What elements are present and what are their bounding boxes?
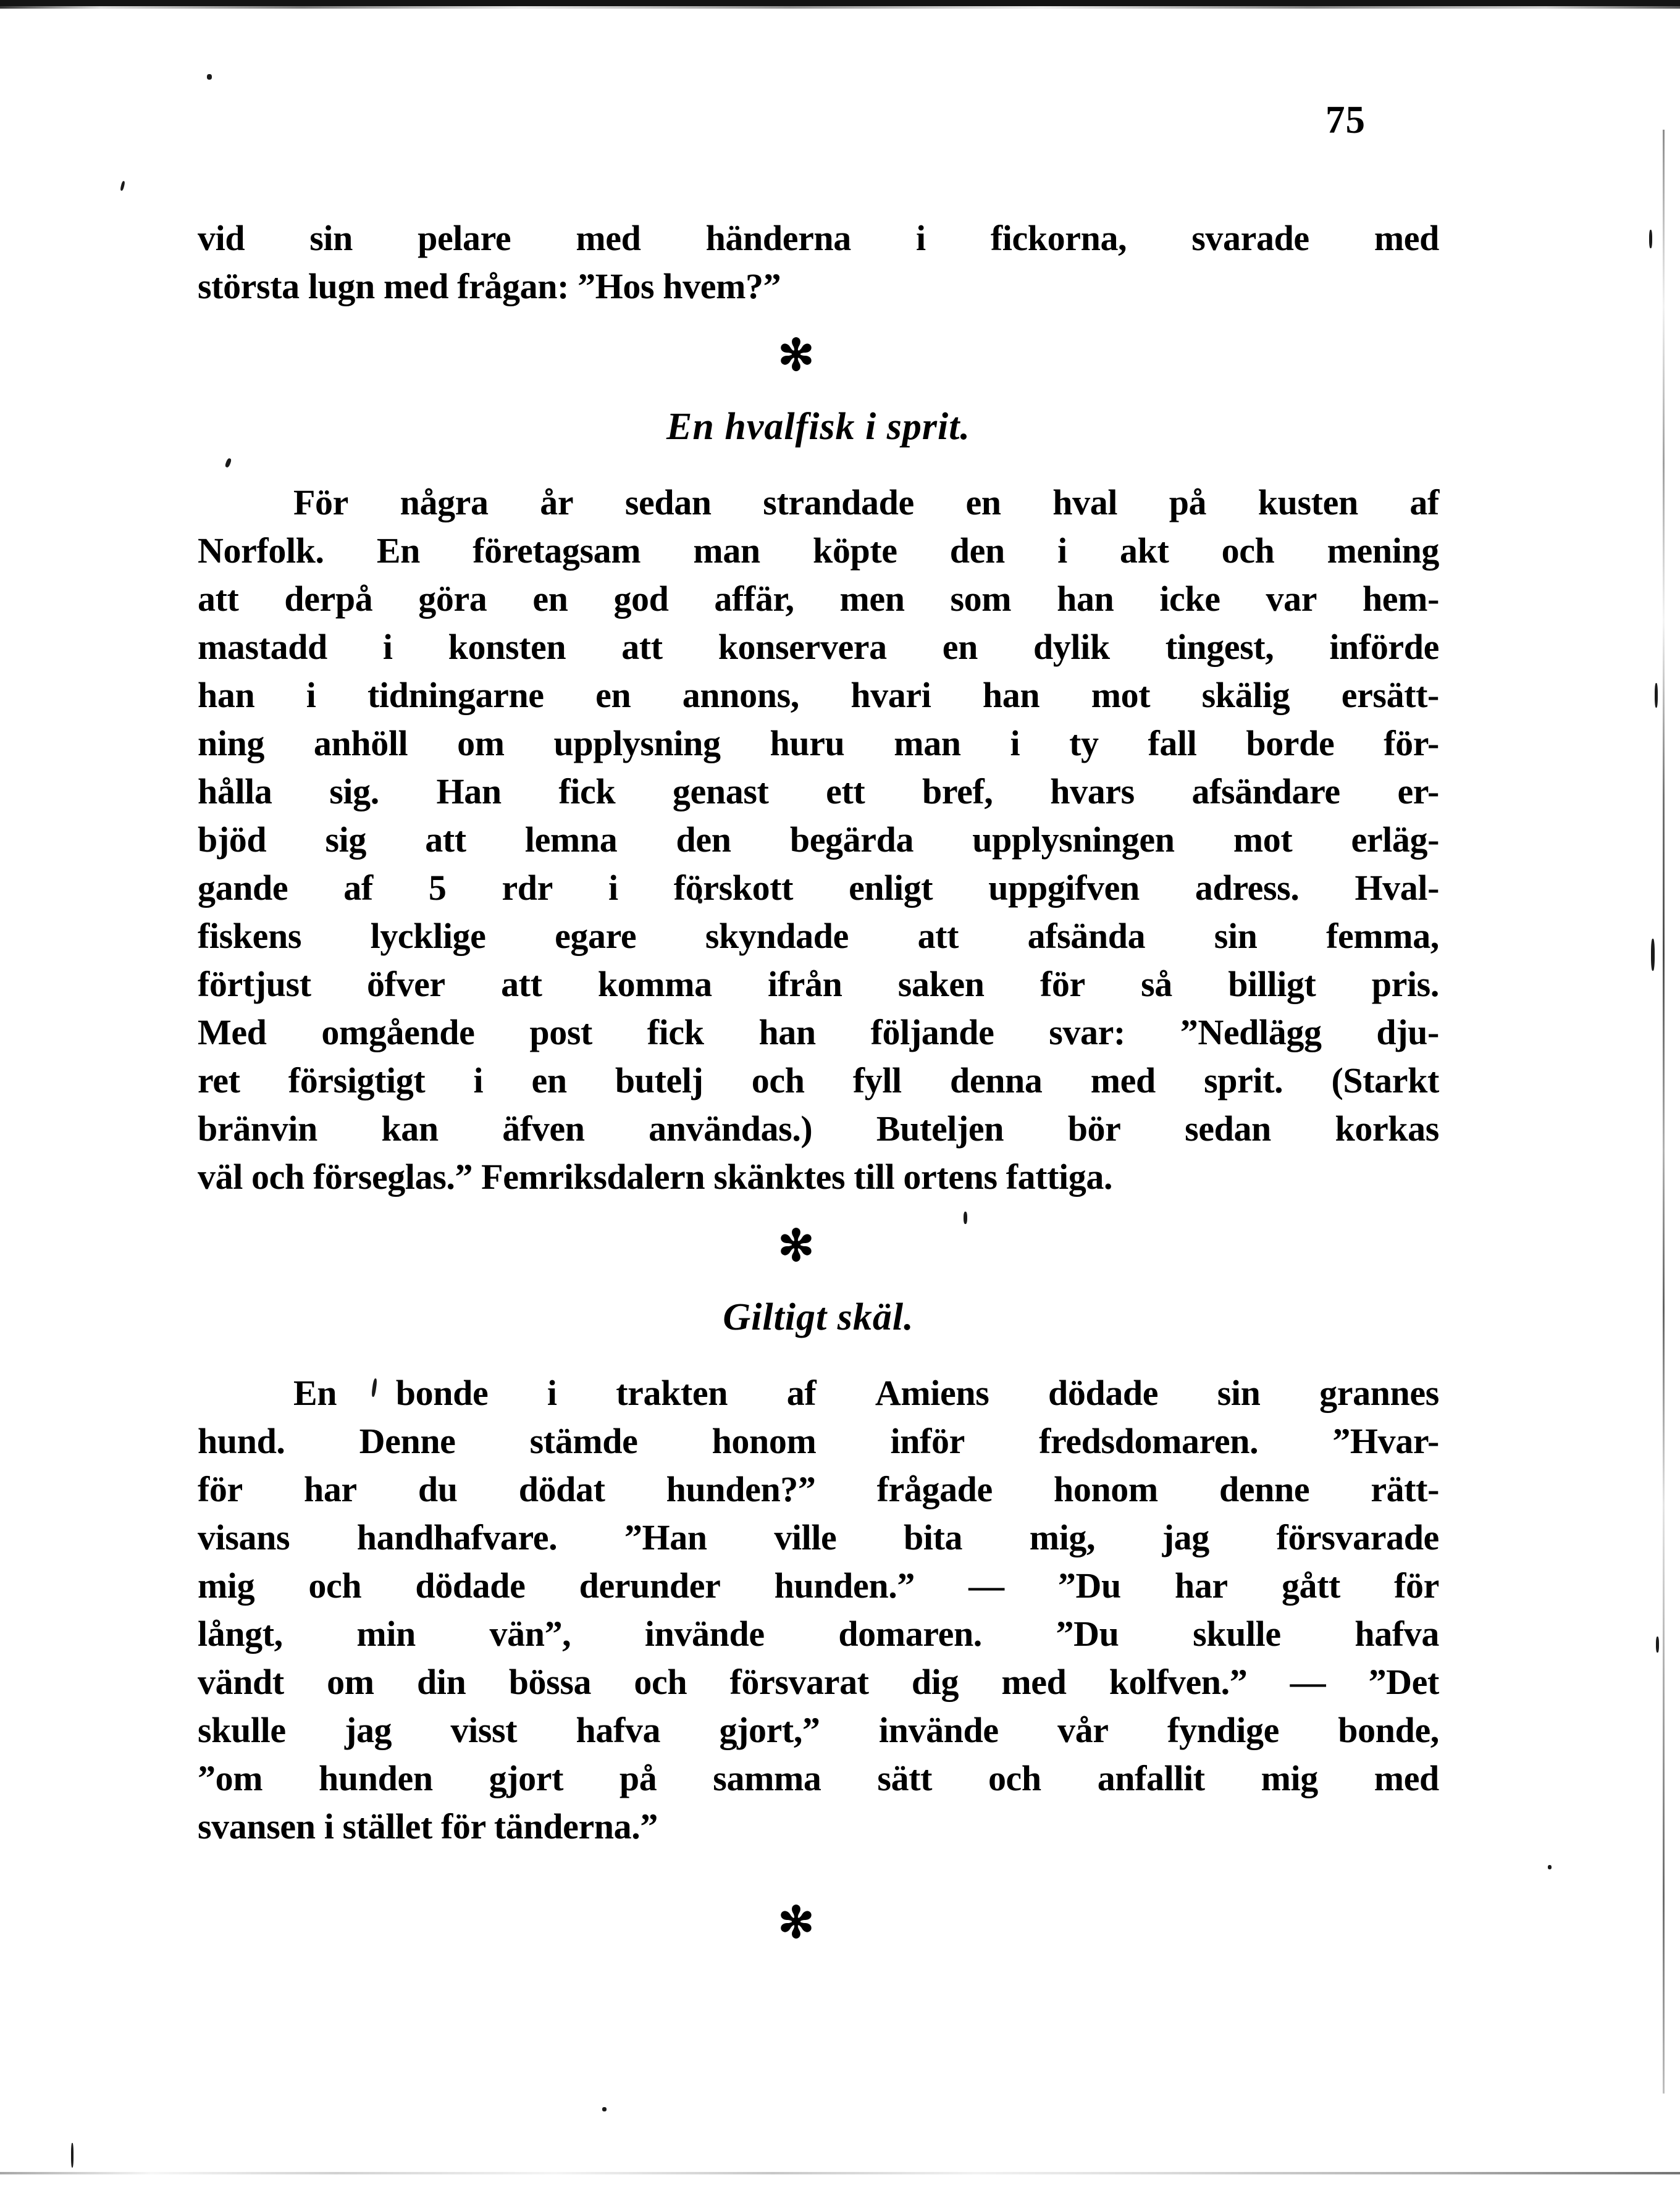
asterisk-icon: ✻: [778, 332, 815, 380]
word: bjöd: [198, 819, 267, 860]
text-line: [198, 1806, 1439, 1854]
word: visst: [450, 1710, 518, 1750]
text-line: [198, 1469, 1439, 1517]
word: du: [418, 1469, 458, 1509]
word: upplysning: [553, 723, 721, 763]
word: skyndade: [705, 916, 849, 956]
word: ”Hvar-: [1332, 1421, 1439, 1461]
word: i: [1057, 530, 1067, 571]
word: strandade: [763, 482, 914, 522]
word: jag: [1162, 1517, 1209, 1557]
word: honom: [1053, 1469, 1158, 1509]
word: god: [613, 579, 669, 619]
word: för: [1394, 1566, 1439, 1606]
word: dig: [911, 1662, 959, 1702]
word: Han: [436, 771, 502, 811]
word: hålla: [198, 771, 272, 811]
word: akt: [1120, 530, 1169, 571]
word: hval: [1052, 482, 1118, 522]
word: domaren.: [838, 1614, 982, 1654]
word: han: [758, 1012, 816, 1052]
section-title-en-hvalfisk-i-sprit: En hvalfisk i sprit.: [666, 406, 970, 448]
word: sin: [1214, 916, 1258, 956]
word: hvari: [850, 675, 931, 715]
word: ret: [198, 1060, 240, 1100]
word: öfver: [366, 964, 445, 1004]
word: sig: [325, 819, 366, 860]
text-line: [198, 266, 1439, 314]
word: långt,: [198, 1614, 283, 1654]
word: dju-: [1376, 1012, 1439, 1052]
word: vid: [198, 218, 245, 258]
word: med: [1374, 218, 1439, 258]
continued-paragraph: [198, 217, 1439, 314]
word: vändt: [198, 1662, 284, 1702]
word: att: [917, 916, 959, 956]
word: har: [303, 1469, 357, 1509]
word: på: [619, 1758, 657, 1798]
word: borde: [1246, 723, 1335, 763]
text-line: [198, 1372, 1439, 1420]
word: fick: [647, 1012, 704, 1052]
word: skulle: [1193, 1614, 1281, 1654]
word: skulle: [198, 1710, 286, 1750]
word: fiskens: [198, 916, 302, 956]
word: sprit.: [1204, 1060, 1283, 1100]
scan-speck: [207, 74, 212, 80]
word: tidningarne: [367, 675, 544, 715]
word: om: [327, 1662, 374, 1702]
word: af: [786, 1373, 817, 1413]
word: derunder: [579, 1566, 721, 1606]
word: hund.: [198, 1421, 285, 1461]
word: mig,: [1029, 1517, 1096, 1557]
word: enligt: [849, 868, 933, 908]
word: svar:: [1049, 1012, 1125, 1052]
section-body-en-hvalfisk-i-sprit: [198, 482, 1439, 1204]
word: rdr: [502, 868, 553, 908]
word: begärda: [789, 819, 914, 860]
text-line: [198, 1709, 1439, 1758]
word: erläg-: [1351, 819, 1439, 860]
word: mig: [1261, 1758, 1318, 1798]
word: och: [634, 1662, 687, 1702]
section-separator: [198, 330, 1439, 383]
word: hvars: [1050, 771, 1135, 811]
word: fyll: [852, 1060, 902, 1100]
word: i: [382, 627, 393, 667]
scan-edge-bottom: [0, 2172, 1680, 2174]
word: komma: [597, 964, 712, 1004]
word: —: [1290, 1662, 1326, 1702]
word: för-: [1384, 723, 1439, 763]
word: visans: [198, 1517, 290, 1557]
word: uppgifven: [988, 868, 1140, 908]
word: egare: [555, 916, 637, 956]
scan-speck: [120, 181, 125, 191]
word: följande: [870, 1012, 994, 1052]
text-line: [198, 1517, 1439, 1565]
word: sedan: [1185, 1109, 1271, 1149]
word: (Starkt: [1331, 1060, 1439, 1100]
word: införde: [1329, 627, 1439, 667]
word: trakten: [616, 1373, 728, 1413]
word: försvarat: [729, 1662, 869, 1702]
word: ”Han: [624, 1517, 707, 1557]
word: att: [621, 627, 663, 667]
text-line: [198, 867, 1439, 915]
word: honom: [712, 1421, 817, 1461]
word: han: [198, 675, 255, 715]
word: sin: [1217, 1373, 1261, 1413]
text-line: [198, 674, 1439, 723]
word: den: [949, 530, 1005, 571]
word: och: [308, 1566, 362, 1606]
word: gande: [198, 868, 288, 908]
word: försigtigt: [288, 1060, 426, 1100]
word: skälig: [1201, 675, 1290, 715]
word: kan: [381, 1109, 439, 1149]
word: kolfven.”: [1109, 1662, 1248, 1702]
word: en: [942, 627, 978, 667]
word: anfallit: [1097, 1758, 1205, 1798]
word: sedan: [624, 482, 712, 522]
word: mening: [1327, 530, 1439, 571]
word: Denne: [359, 1421, 456, 1461]
word: händerna: [705, 218, 851, 258]
word: med: [1001, 1662, 1067, 1702]
word: ett: [826, 771, 865, 811]
word: din: [416, 1662, 466, 1702]
word: korkas: [1335, 1109, 1439, 1149]
word: göra: [418, 579, 487, 619]
word: För: [293, 482, 348, 522]
word: i: [916, 218, 926, 258]
word: sin: [309, 218, 353, 258]
word: dödade: [1048, 1373, 1159, 1413]
word: invände: [878, 1710, 999, 1750]
word: hunden: [319, 1758, 433, 1798]
section-separator: [198, 1220, 1439, 1273]
word: afsändare: [1191, 771, 1340, 811]
word: dylik: [1033, 627, 1110, 667]
word: gjort: [489, 1758, 563, 1798]
scan-speck: [1649, 230, 1652, 248]
section-separator: [198, 1897, 1439, 1950]
word: sig.: [329, 771, 379, 811]
word: ”Du: [1056, 1614, 1119, 1654]
word: var: [1266, 579, 1317, 619]
text-line: [198, 578, 1439, 626]
text-line: [198, 723, 1439, 771]
word: ning: [198, 723, 265, 763]
word: saken: [897, 964, 985, 1004]
text-line: [198, 626, 1439, 674]
text-line: [198, 1661, 1439, 1709]
word: af: [343, 868, 373, 908]
word: företagsam: [472, 530, 641, 571]
word: mot: [1233, 819, 1293, 860]
word: fall: [1148, 723, 1197, 763]
word: mastadd: [198, 627, 327, 667]
word: En: [376, 530, 420, 571]
word: förskott: [673, 868, 794, 908]
word: om: [457, 723, 505, 763]
word: ”Nedlägg: [1180, 1012, 1322, 1052]
scan-speck: [1656, 1637, 1659, 1653]
word: post: [529, 1012, 592, 1052]
word: gått: [1281, 1566, 1340, 1606]
text-line: [198, 1108, 1439, 1156]
word: dödat: [518, 1469, 605, 1509]
word: hafva: [1354, 1614, 1439, 1654]
word: omgående: [321, 1012, 475, 1052]
word: bonde: [395, 1373, 489, 1413]
word: gjort,”: [719, 1710, 820, 1750]
word: den: [676, 819, 731, 860]
word: han: [982, 675, 1040, 715]
word: fyndige: [1167, 1710, 1279, 1750]
word: hem-: [1362, 579, 1439, 619]
word: Amiens: [875, 1373, 989, 1413]
word: hafva: [576, 1710, 661, 1750]
word: anhöll: [313, 723, 408, 763]
word: handhafvare.: [356, 1517, 558, 1557]
word: afsända: [1027, 916, 1146, 956]
word: bränvin: [198, 1109, 317, 1149]
word: och: [751, 1060, 805, 1100]
scan-edge-right: [1663, 130, 1665, 2094]
page-text-block: [198, 217, 1439, 1950]
word: ”Du: [1057, 1566, 1121, 1606]
word: så: [1141, 964, 1172, 1004]
word: bössa: [508, 1662, 592, 1702]
word: pris.: [1371, 964, 1439, 1004]
word: med: [1374, 1758, 1439, 1798]
word: lemna: [524, 819, 618, 860]
word: genast: [672, 771, 769, 811]
text-line: [198, 819, 1439, 867]
word: femma,: [1326, 916, 1439, 956]
scan-speck: [71, 2143, 74, 2168]
word: samma: [713, 1758, 821, 1798]
word: äfven: [502, 1109, 585, 1149]
word: —: [968, 1566, 1004, 1606]
word: på: [1169, 482, 1207, 522]
word: fick: [558, 771, 616, 811]
word: bör: [1067, 1109, 1121, 1149]
word: Norfolk.: [198, 530, 324, 571]
word: för: [1040, 964, 1085, 1004]
word: kusten: [1258, 482, 1358, 522]
asterisk-icon: ✻: [778, 1223, 815, 1270]
word: i: [1010, 723, 1020, 763]
word: och: [988, 1758, 1041, 1798]
word: han: [1057, 579, 1114, 619]
word: denne: [1219, 1469, 1310, 1509]
word: annons,: [682, 675, 799, 715]
word: min: [356, 1614, 416, 1654]
word: bonde,: [1338, 1710, 1439, 1750]
word: af: [1409, 482, 1439, 522]
text-line: [198, 1565, 1439, 1613]
word: affär,: [714, 579, 794, 619]
word: butelj: [615, 1060, 704, 1100]
word: användas.): [649, 1109, 813, 1149]
word: tingest,: [1165, 627, 1274, 667]
word: mot: [1091, 675, 1151, 715]
asterisk-icon: ✻: [778, 1900, 815, 1947]
word: en: [531, 1060, 567, 1100]
word: invände: [644, 1614, 765, 1654]
text-line: [198, 1012, 1439, 1060]
word: som: [950, 579, 1012, 619]
text-line: [198, 1156, 1439, 1204]
word: vår: [1057, 1710, 1109, 1750]
word: frågade: [876, 1469, 993, 1509]
word: er-: [1397, 771, 1439, 811]
word: grannes: [1319, 1373, 1439, 1413]
scan-speck: [1548, 1865, 1552, 1869]
word: derpå: [284, 579, 373, 619]
word: mig: [198, 1566, 255, 1606]
word: har: [1174, 1566, 1228, 1606]
text-line: [198, 1420, 1439, 1469]
word: bita: [904, 1517, 963, 1557]
word: man: [693, 530, 760, 571]
word: konsten: [448, 627, 566, 667]
scan-speck: [602, 2107, 607, 2111]
scan-speck: [1655, 683, 1658, 708]
word: år: [540, 482, 574, 522]
word: förtjust: [198, 964, 311, 1004]
word: köpte: [813, 530, 897, 571]
text-line: [198, 1613, 1439, 1661]
scan-edge-top: [0, 0, 1680, 6]
word: i: [473, 1060, 484, 1100]
word: några: [400, 482, 489, 522]
section-body-giltigt-skal: [198, 1372, 1439, 1854]
word: Buteljen: [876, 1109, 1004, 1149]
word: ”om: [198, 1758, 263, 1798]
word: hunden?”: [666, 1469, 816, 1509]
word: huru: [770, 723, 845, 763]
word: att: [198, 579, 239, 619]
word: största lugn med frågan: ”Hos hvem?”: [198, 266, 781, 306]
word: Med: [198, 1012, 267, 1052]
page-number: 75: [1325, 98, 1366, 141]
word: en: [532, 579, 568, 619]
word: fredsdomaren.: [1039, 1421, 1259, 1461]
word: i: [547, 1373, 557, 1413]
word: och: [1221, 530, 1275, 571]
word: att: [501, 964, 542, 1004]
word: rätt-: [1371, 1469, 1439, 1509]
word: adress.: [1195, 868, 1300, 908]
word: vän”,: [489, 1614, 571, 1654]
text-line: [198, 915, 1439, 963]
text-line: [198, 963, 1439, 1012]
word: icke: [1159, 579, 1220, 619]
word: lycklige: [370, 916, 486, 956]
text-line: [198, 482, 1439, 530]
word: dödade: [415, 1566, 526, 1606]
word: En: [293, 1373, 337, 1413]
word: med: [1090, 1060, 1156, 1100]
scan-speck: [1651, 939, 1655, 971]
word: inför: [890, 1421, 965, 1461]
word: ersätt-: [1341, 675, 1439, 715]
word: stämde: [529, 1421, 638, 1461]
word: konservera: [718, 627, 887, 667]
word: för: [198, 1469, 243, 1509]
word: svansen i stället för tänderna.”: [198, 1806, 658, 1846]
word: svarade: [1191, 218, 1309, 258]
word: i: [608, 868, 618, 908]
word: hunden.”: [774, 1566, 915, 1606]
word: pelare: [418, 218, 511, 258]
text-line: [198, 530, 1439, 578]
word: denna: [950, 1060, 1043, 1100]
word: ifrån: [768, 964, 842, 1004]
word: försvarade: [1276, 1517, 1439, 1557]
word: men: [839, 579, 905, 619]
text-line: [198, 1060, 1439, 1108]
section-title-giltigt-skal: Giltigt skäl.: [723, 1296, 914, 1338]
text-line: [198, 1758, 1439, 1806]
word: upplysningen: [972, 819, 1175, 860]
word: ”Det: [1368, 1662, 1439, 1702]
word: ville: [774, 1517, 837, 1557]
word: man: [894, 723, 961, 763]
word: bref,: [922, 771, 993, 811]
text-line: [198, 217, 1439, 266]
word: väl och förseglas.” Femriksdalern skänktes till ortens fattiga.: [198, 1157, 1113, 1197]
word: en: [595, 675, 631, 715]
word: en: [965, 482, 1001, 522]
word: jag: [345, 1710, 392, 1750]
word: 5: [428, 868, 447, 908]
word: att: [425, 819, 466, 860]
word: ty: [1069, 723, 1099, 763]
text-line: [198, 771, 1439, 819]
word: fickorna,: [990, 218, 1127, 258]
word: sätt: [877, 1758, 933, 1798]
word: i: [306, 675, 316, 715]
word: Hval-: [1354, 868, 1439, 908]
word: med: [576, 218, 641, 258]
word: billigt: [1228, 964, 1316, 1004]
